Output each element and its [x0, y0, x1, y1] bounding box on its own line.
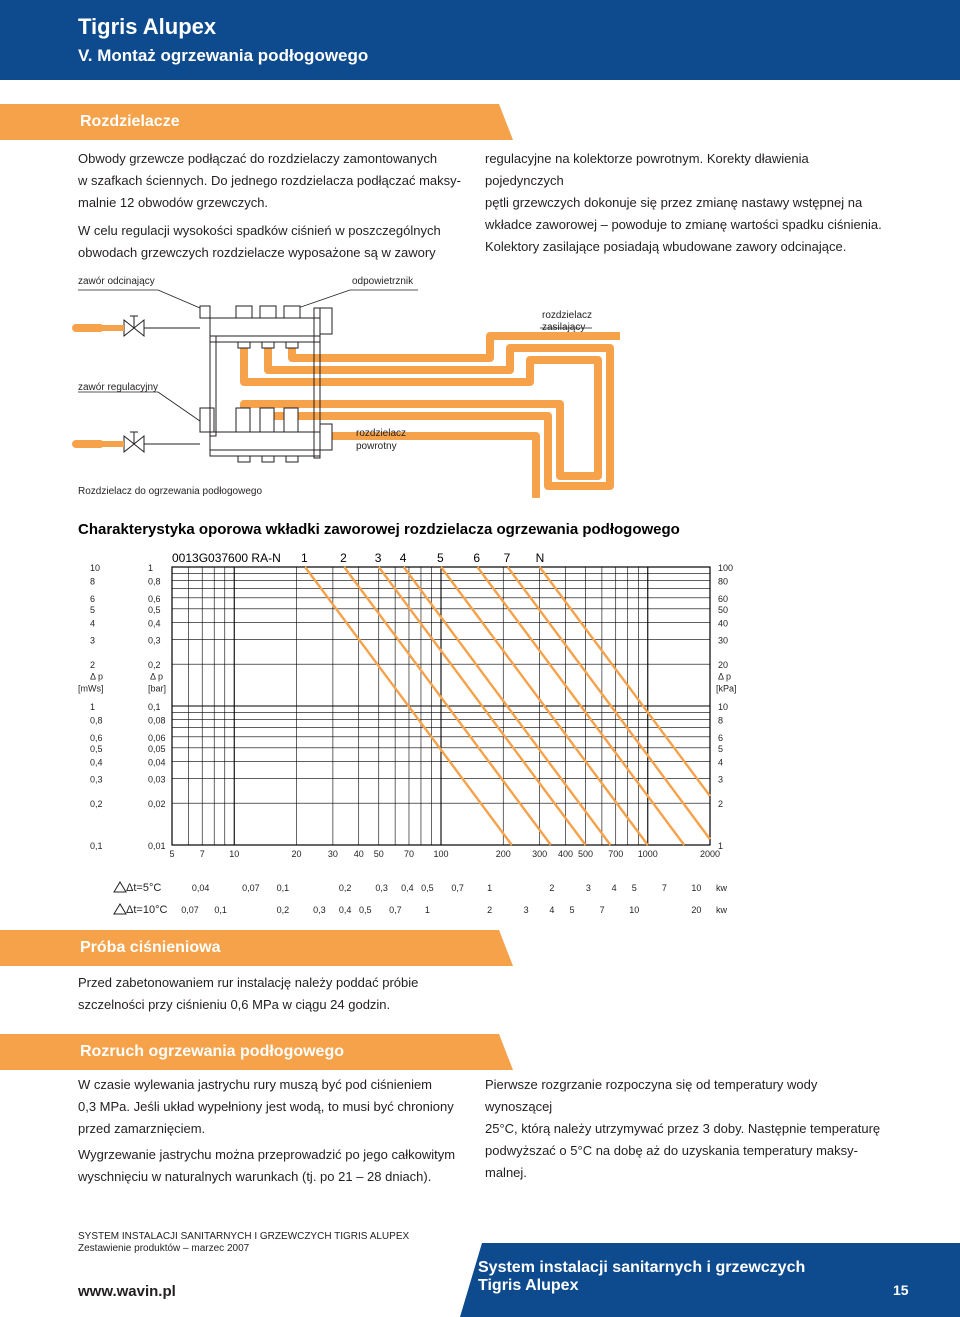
chart-series-label: 5	[437, 551, 444, 565]
section-title-rozruch: Rozruch ogrzewania podłogowego	[80, 1043, 344, 1060]
text-line: przed zamarznięciem.	[78, 1121, 206, 1136]
chart-x-labels	[169, 849, 720, 859]
chart-x-label: 700	[608, 849, 624, 859]
chart-y-label-kpa: 50	[718, 604, 729, 615]
chart-power-tick: 5	[631, 883, 637, 893]
text-line: Pierwsze rozgrzanie rozpoczyna się od temperatury wody wynoszącej	[485, 1077, 818, 1114]
delta-triangle-icon	[114, 882, 126, 892]
chart-y-label-kpa: 10	[718, 702, 729, 712]
text-line: Wygrzewanie jastrychu można przeprowadzić po jego całkowitym	[78, 1147, 456, 1162]
chart-y-title-kpa-symbol: Δ p	[718, 671, 732, 682]
chart-power-unit: kw	[716, 883, 727, 893]
manifold-diagram	[60, 268, 620, 498]
chart-power-unit: kw	[716, 905, 727, 915]
chart-y-label-bar: 0,01	[148, 841, 166, 851]
chart-series-label: 4	[399, 551, 407, 565]
chart-y-label-mws: 0,4	[90, 757, 103, 768]
chart-grid	[172, 567, 710, 845]
label-rozdzielacz-zasilajacy-2: zasilający	[542, 322, 586, 333]
chart-y-label-mws: 0,5	[90, 743, 103, 754]
text-line: 0,3 MPa. Jeśli układ wypełniony jest wodą, to musi być chroniony	[78, 1099, 454, 1114]
chart-power-tick: 2	[549, 883, 555, 893]
text-line: szczelności przy ciśnieniu 0,6 MPa w ciągu 24 godzin.	[78, 997, 391, 1012]
chart-x-label: 70	[403, 849, 414, 859]
text-line: W celu regulacji wysokości spadków ciśnień w poszczególnych	[78, 223, 441, 238]
chart-y-label-kpa: 60	[718, 593, 729, 604]
chart-x-label: 2000	[699, 849, 721, 859]
chart-power-row-label: Δt=10°C	[126, 904, 168, 916]
chapter-title: V. Montaż ogrzewania podłogowego	[78, 46, 369, 65]
footer-title-line-1: System instalacji sanitarnych i grzewczych	[478, 1259, 806, 1276]
chart-series-line	[508, 567, 710, 839]
chart-power-tick: 3	[523, 905, 529, 915]
resistance-chart	[0, 545, 960, 925]
chart-y-label-kpa: 6	[718, 732, 724, 743]
label-zawor-odcinajacy: zawór odcinający	[78, 276, 155, 287]
chart-series-label: 1	[301, 551, 308, 565]
chart-y-label-mws: 4	[90, 618, 96, 629]
chart-y-label-mws: 0,3	[90, 774, 103, 785]
delta-triangle-icon	[114, 904, 126, 914]
chart-x-label: 200	[495, 849, 511, 859]
rozruch-text-right	[485, 1074, 885, 1184]
chart-series	[301, 551, 710, 845]
text-line: wkładce zaworowej – powoduje to zmianę wartości spadku ciśnienia.	[485, 217, 882, 232]
chart-power-tick: 10	[629, 905, 640, 915]
text-line: malnej.	[485, 1165, 527, 1180]
chart-y-label-bar: 0,08	[148, 715, 166, 726]
chart-x-label: 400	[557, 849, 573, 859]
chart-series-label: N	[535, 551, 545, 565]
chart-y-label-mws: 6	[90, 593, 96, 604]
chart-power-tick: 0,2	[276, 905, 290, 915]
chart-y-label-mws: 8	[90, 576, 96, 587]
chart-y-label-kpa: 100	[718, 563, 734, 573]
chart-power-tick: 0,3	[375, 883, 388, 893]
chart-power-tick: 0,7	[389, 905, 402, 915]
chart-y-label-mws: 3	[90, 635, 96, 646]
rozdzielacze-text-right	[485, 148, 885, 258]
heating-loops	[76, 328, 620, 496]
page-header	[0, 0, 960, 80]
section-title-rozdzielacze: Rozdzielacze	[80, 113, 180, 130]
chart-x-label: 1000	[637, 849, 658, 859]
chart-y-label-bar: 0,5	[148, 604, 161, 615]
chart-title: Charakterystyka oporowa wkładki zaworowej rozdzielacza ogrzewania podłogowego	[78, 521, 680, 538]
text-line: Kolektory zasilające posiadają wbudowane zawory odcinające.	[485, 239, 847, 254]
shutoff-valve-return-icon	[100, 432, 200, 452]
label-odpowietrznik: odpowietrznik	[352, 276, 414, 287]
chart-y-label-mws: 0,8	[90, 715, 103, 726]
label-zawor-regulacyjny: zawór regulacyjny	[78, 382, 159, 393]
chart-y-label-kpa: 2	[718, 799, 724, 810]
text-line: wyschnięciu w naturalnych warunkach (tj. po 21 – 28 dniach).	[78, 1169, 432, 1184]
chart-y-title-mws-unit: [mWs]	[78, 683, 104, 694]
chart-y-label-mws: 5	[90, 604, 96, 615]
chart-power-tick: 3	[585, 883, 591, 893]
chart-y-label-bar: 0,4	[148, 618, 161, 629]
label-rozdzielacz-powrotny-1: rozdzielacz	[356, 428, 407, 439]
chart-y-label-mws: 10	[90, 563, 101, 573]
text-line: regulacyjne na kolektorze powrotnym. Korekty dławienia pojedynczych	[485, 151, 809, 188]
chart-power-tick: 7	[661, 883, 667, 893]
chart-series-label: 7	[503, 551, 511, 565]
supply-manifold	[200, 306, 332, 348]
footer-system-line: SYSTEM INSTALACJI SANITARNYCH I GRZEWCZYCH TIGRIS ALUPEX	[78, 1231, 410, 1242]
chart-x-label: 7	[199, 849, 205, 859]
chart-x-label: 500	[578, 849, 594, 859]
chart-y-label-mws: 1	[90, 702, 96, 712]
chart-y-label-bar: 0,04	[148, 757, 166, 768]
page-number: 15	[893, 1282, 909, 1298]
chart-y-label-mws: 0,1	[90, 841, 103, 851]
text-line: obwodach grzewczych rozdzielacze wyposażone są w zawory	[78, 245, 436, 260]
section-title-proba: Próba ciśnieniowa	[80, 939, 221, 956]
chart-y-label-bar: 0,1	[148, 702, 161, 712]
chart-x-label: 300	[532, 849, 548, 859]
chart-y-label-bar: 0,8	[148, 576, 161, 587]
chart-power-tick: 10	[691, 883, 702, 893]
text-line: Przed zabetonowaniem rur instalację należy poddać próbie	[78, 975, 419, 990]
chart-x-label: 100	[433, 849, 449, 859]
chart-series-label: 3	[374, 551, 382, 565]
rozdzielacze-text-left	[78, 148, 478, 264]
chart-y-label-bar: 0,6	[148, 593, 161, 604]
chart-y-label-mws: 0,2	[90, 799, 103, 810]
chart-power-tick: 5	[569, 905, 575, 915]
chart-power-tick: 0,07	[181, 905, 199, 915]
text-line: W czasie wylewania jastrychu rury muszą być pod ciśnieniem	[78, 1077, 433, 1092]
chart-power-tick: 0,4	[401, 883, 414, 893]
chart-power-tick: 0,2	[338, 883, 352, 893]
section-bar-proba	[0, 930, 513, 966]
footer-title-line-2: Tigris Alupex	[478, 1277, 579, 1294]
chart-y-label-bar: 0,03	[148, 774, 166, 785]
chart-y-title-mws-symbol: Δ p	[90, 671, 104, 682]
chart-y-label-mws: 0,6	[90, 732, 103, 743]
chart-series-label: 6	[473, 551, 481, 565]
chart-y-label-kpa: 20	[718, 660, 729, 671]
chart-y-title-bar-symbol: Δ p	[150, 671, 164, 682]
shutoff-valve-icon	[100, 316, 200, 336]
chart-y-label-kpa: 5	[718, 743, 724, 754]
chart-power-tick: 1	[424, 905, 430, 915]
chart-power-tick: 1	[487, 883, 493, 893]
chart-power-tick: 4	[611, 883, 617, 893]
label-rozdzielacz-zasilajacy-1: rozdzielacz	[542, 310, 593, 321]
chart-x-label: 10	[229, 849, 240, 859]
chart-power-tick: 7	[599, 905, 605, 915]
label-rozdzielacz-powrotny-2: powrotny	[356, 441, 397, 452]
rozruch-text-left	[78, 1074, 478, 1188]
chart-x-label: 20	[291, 849, 302, 859]
chart-part-number: 0013G037600 RA-N	[172, 551, 281, 565]
chart-power-row-label: Δt=5°C	[126, 882, 162, 894]
chart-power-tick: 0,5	[421, 883, 434, 893]
text-line: Obwody grzewcze podłączać do rozdzielaczy zamontowanych	[78, 151, 438, 166]
chart-power-tick: 0,4	[338, 905, 352, 915]
chart-y-label-kpa: 1	[718, 841, 724, 851]
chart-y-title-bar-unit: [bar]	[148, 683, 167, 694]
chart-y-label-bar: 0,2	[148, 660, 161, 671]
chart-power-tick: 2	[487, 905, 493, 915]
chart-x-label: 30	[327, 849, 338, 859]
chart-y-label-bar: 0,02	[148, 799, 166, 810]
chart-power-tick: 0,04	[191, 883, 210, 893]
chart-power-tick: 0,3	[313, 905, 326, 915]
chart-y-label-kpa: 40	[718, 618, 729, 629]
text-line: pętli grzewczych dokonuje się przez zmianę nastawy wstępnej na	[485, 195, 863, 210]
chart-x-label: 40	[353, 849, 364, 859]
chart-series-label: 2	[340, 551, 347, 565]
footer-url-link[interactable]: www.wavin.pl	[78, 1283, 176, 1300]
text-line: malnie 12 obwodów grzewczych.	[78, 195, 269, 210]
chart-power-tick: 20	[691, 905, 702, 915]
chart-y-label-kpa: 30	[718, 635, 729, 646]
chart-y-label-kpa: 3	[718, 774, 724, 785]
chart-x-label: 50	[373, 849, 384, 859]
text-line: podwyższać o 5°C na dobę aż do uzyskania temperatury maksy-	[485, 1143, 858, 1158]
text-line: w szafkach ściennych. Do jednego rozdzielacza podłączać maksy-	[78, 173, 461, 188]
footer-date-line: Zestawienie produktów – marzec 2007	[78, 1243, 250, 1254]
chart-power-tick: 0,5	[358, 905, 372, 915]
chart-y-label-kpa: 80	[718, 576, 729, 587]
text-line: 25°C, którą należy utrzymywać przez 3 doby. Następnie temperaturę	[485, 1121, 881, 1136]
proba-text	[78, 972, 498, 1016]
chart-power-tick: 0,1	[214, 905, 227, 915]
chart-y-label-bar: 0,3	[148, 635, 161, 646]
chart-power-tick: 0,7	[451, 883, 464, 893]
chart-y-label-mws: 2	[90, 660, 96, 671]
brand-title: Tigris Alupex	[78, 14, 217, 39]
chart-y-label-bar: 1	[148, 563, 154, 573]
chart-power-tick: 4	[549, 905, 555, 915]
chart-y-title-kpa-unit: [kPa]	[716, 683, 737, 694]
chart-power-rows	[114, 882, 728, 916]
diagram-caption: Rozdzielacz do ogrzewania podłogowego	[78, 486, 263, 497]
section-bar-rozdzielacze	[0, 104, 513, 140]
chart-y-label-kpa: 8	[718, 715, 724, 726]
chart-y-label-bar: 0,05	[148, 743, 166, 754]
chart-y-label-kpa: 4	[718, 757, 724, 768]
chart-power-tick: 0,1	[276, 883, 290, 893]
chart-y-label-bar: 0,06	[148, 732, 166, 743]
chart-power-tick: 0,07	[242, 883, 260, 893]
chart-x-label: 5	[169, 849, 175, 859]
